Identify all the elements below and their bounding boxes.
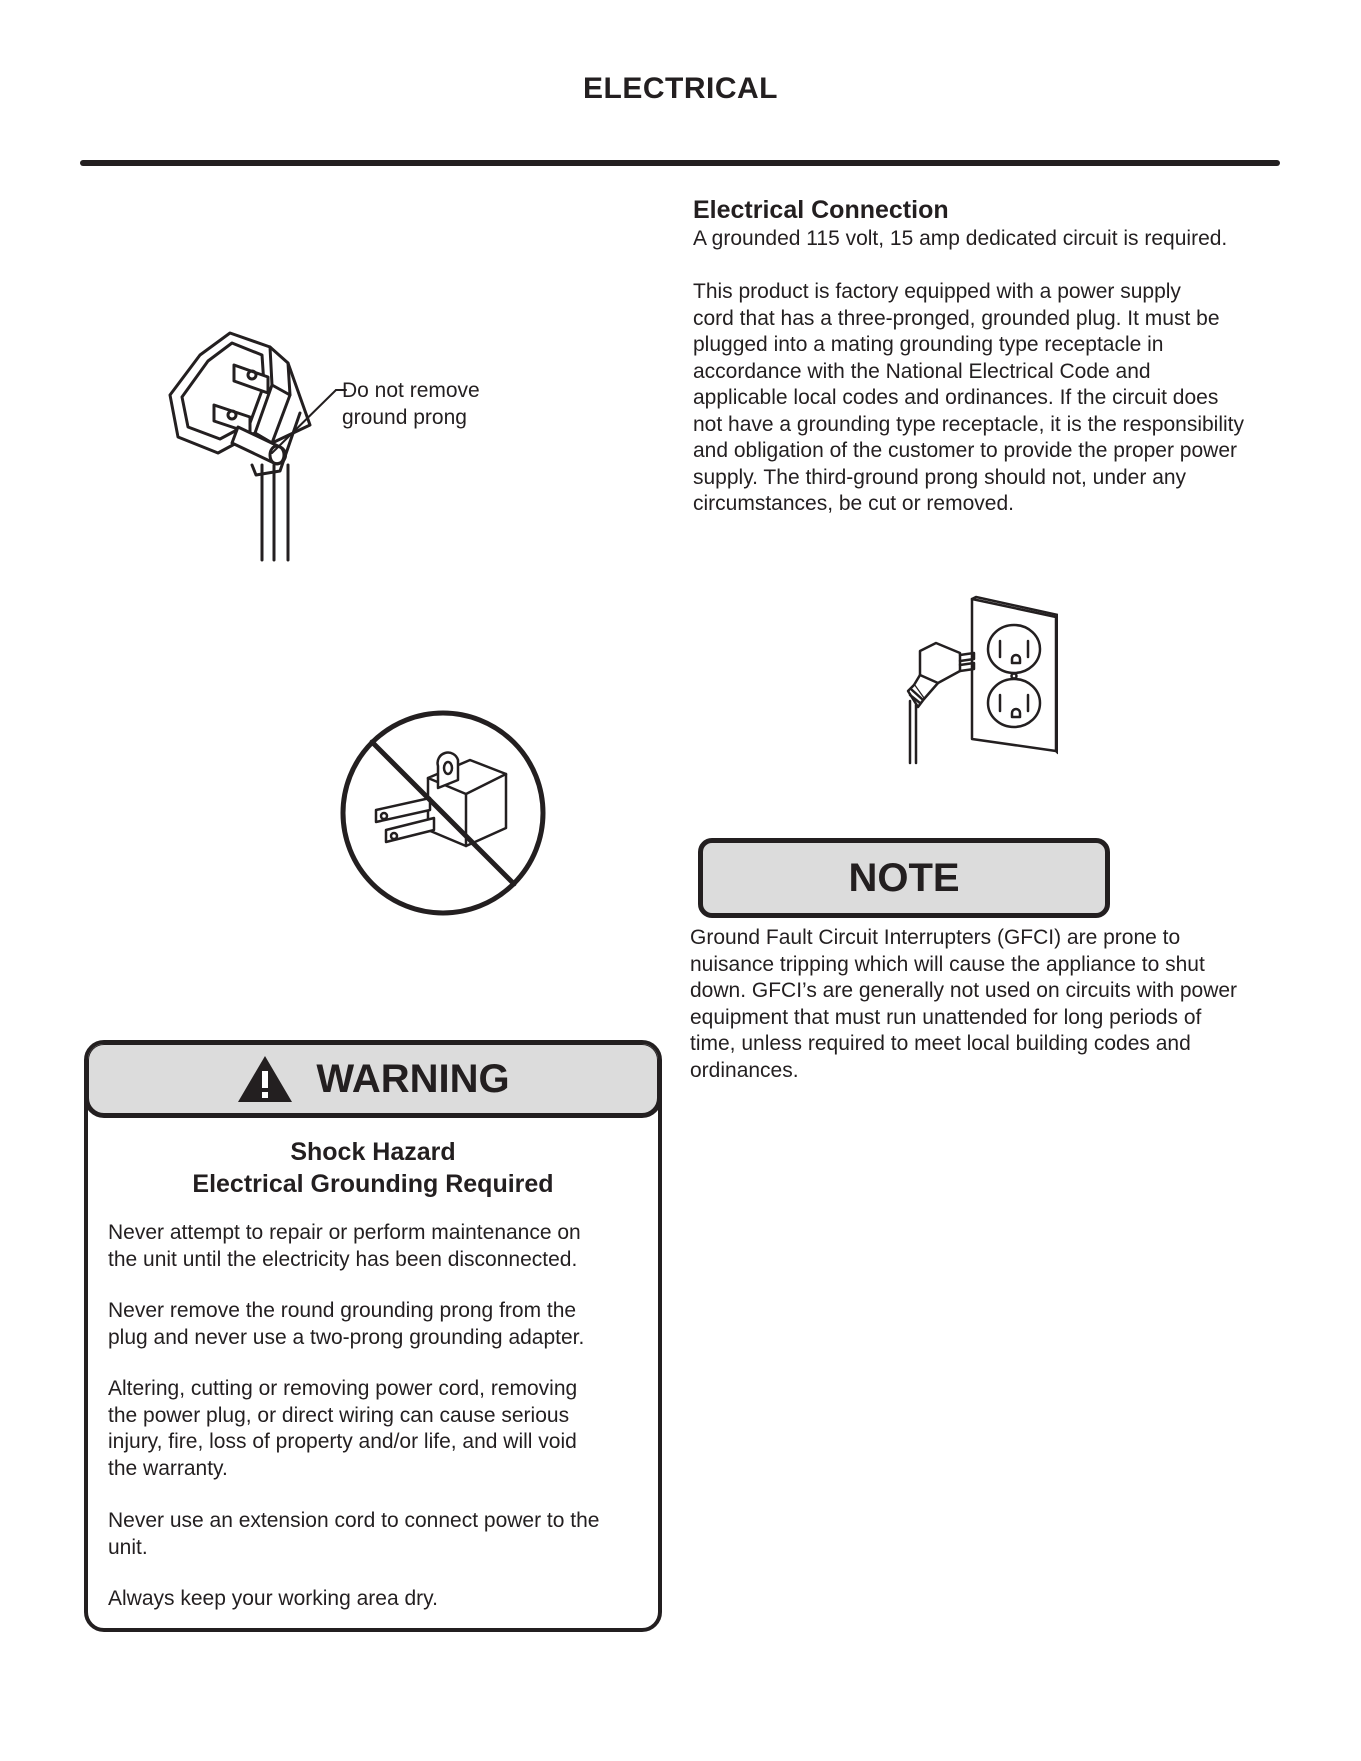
plug-paragraph: This product is factory equipped with a power supply cord that has a three-pronged, grounded plug. It must be plugged into a mating grounding type receptacle in accordance with the National Electrical Code and applicable local codes and ordinances. If the circuit does not have a grounding type receptacle, it is the responsibility and obligation of the customer to provide the proper power supply. The third-ground prong should not, under any circumstances, be cut or removed. [693,280,1244,515]
ground-prong-callout: Do not remove ground prong [342,379,480,429]
header-rule [80,160,1280,166]
warning-item: Altering, cutting or removing power cord, removing the power plug, or direct wiring can cause serious injury, fire, loss of property and/or life, and will void the warranty. [108,1377,578,1480]
warning-triangle-icon [236,1054,294,1104]
intro-paragraph: A grounded 115 volt, 15 amp dedicated circuit is required. [693,227,1228,250]
note-text: Ground Fault Circuit Interrupters (GFCI) are prone to nuisance tripping which will cause the appliance to shut down. GFCI’s are generally not used on circuits with power equipment that must run unattended for long periods of time, unless required to meet local building codes and ordinances. [690,926,1238,1082]
warning-subtitle: Shock Hazard Electrical Grounding Required [192,1138,554,1198]
warning-title: WARNING [316,1056,510,1101]
warning-box [84,1040,662,1632]
three-prong-plug-icon [160,325,350,565]
note-title: NOTE [848,855,960,900]
page-title: ELECTRICAL [583,72,778,105]
note-banner [698,838,1110,918]
no-adapter-icon [338,708,548,918]
warning-banner [84,1040,662,1118]
warning-item: Always keep your working area dry. [108,1587,438,1610]
warning-item: Never use an extension cord to connect power to the unit. [108,1509,600,1559]
warning-item: Never attempt to repair or perform maintenance on the unit until the electricity has been disconnected. [108,1221,581,1271]
section-heading: Electrical Connection [693,196,949,224]
wall-outlet-icon [878,595,1058,765]
warning-item: Never remove the round grounding prong from the plug and never use a two-prong grounding adapter. [108,1299,585,1349]
